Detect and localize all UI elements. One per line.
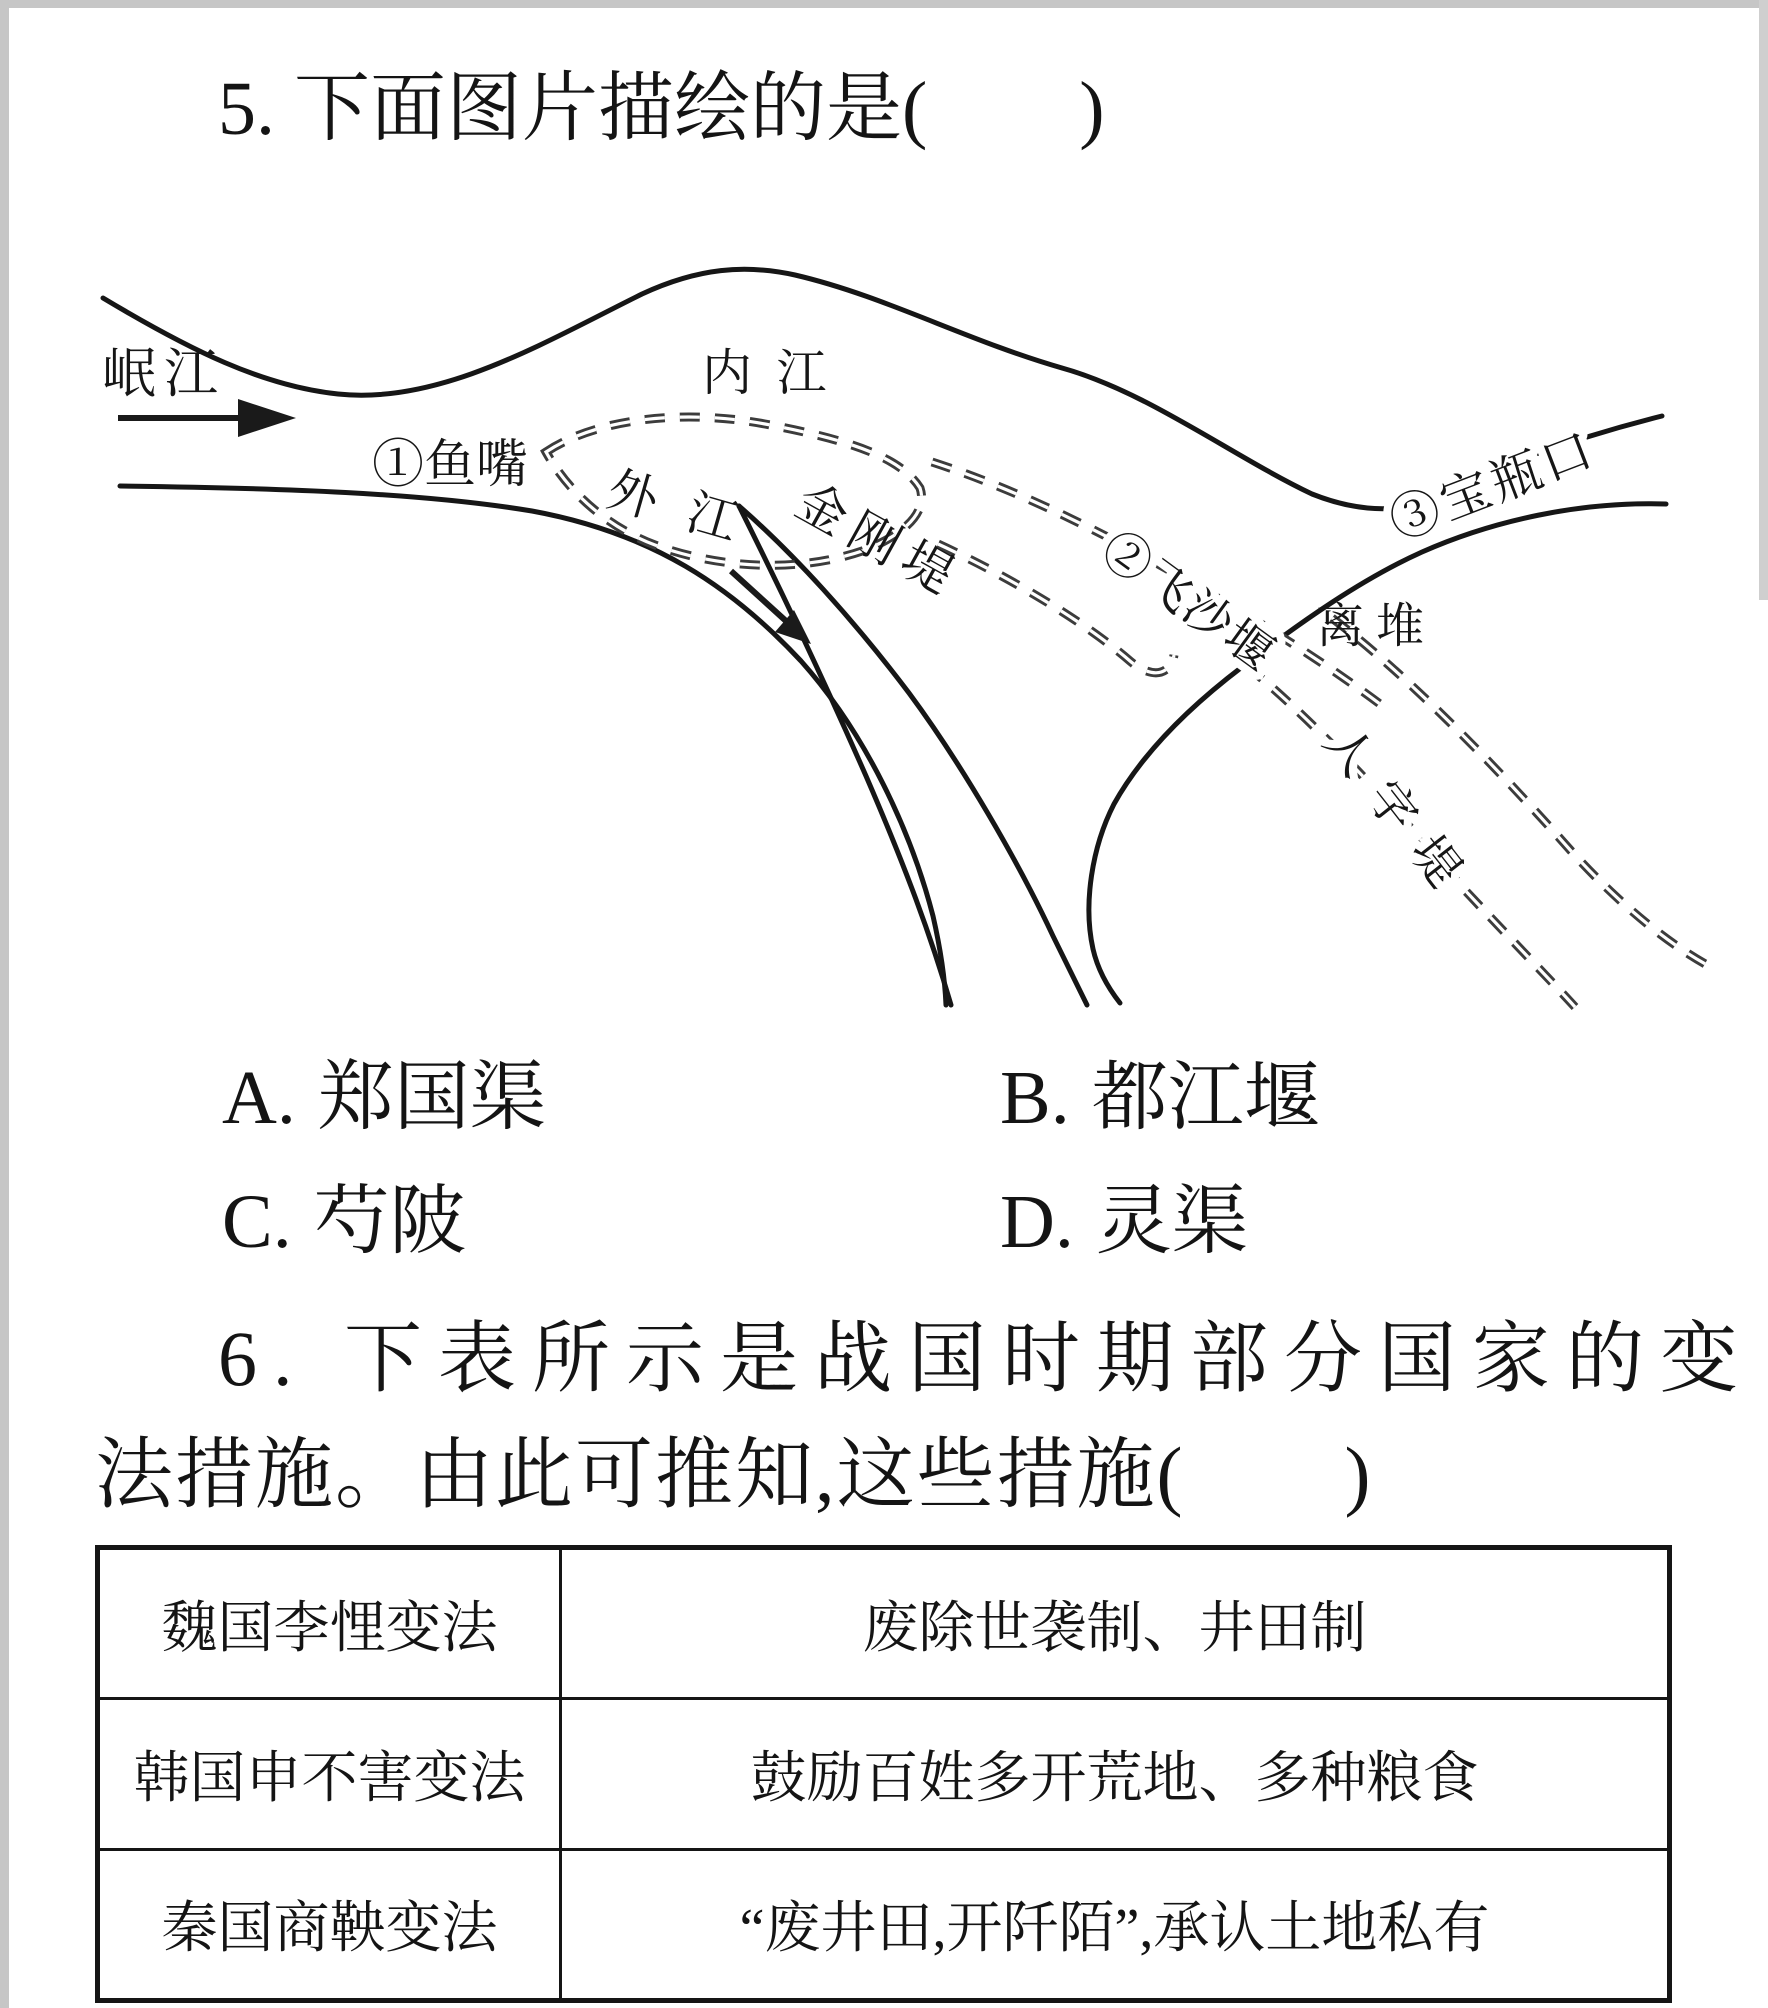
option-b-text: 都江堰 xyxy=(1091,1056,1320,1140)
question5-title: 5. 下面图片描绘的是( ) xyxy=(218,67,1105,151)
option-b xyxy=(1000,1036,1320,1145)
option-a-text: 郑国渠 xyxy=(317,1056,546,1140)
option-a xyxy=(222,1036,546,1145)
upper-river-bank xyxy=(103,269,1662,508)
option-d xyxy=(1000,1160,1248,1269)
baopingkou-label: ③宝瓶口 xyxy=(1381,420,1604,551)
minjiang-flow-arrow xyxy=(118,399,296,437)
option-d-text: 灵渠 xyxy=(1095,1180,1248,1264)
question6-line1: 6. 下表所示是战国时期部分国家的变 xyxy=(218,1315,1755,1402)
table-row xyxy=(100,1700,1667,1850)
renzidi-label: 人字堤 xyxy=(1313,716,1485,915)
yuzui-label: ①鱼嘴 xyxy=(372,437,529,494)
table-row xyxy=(100,1550,1667,1700)
reform-measure-cell: 废除世袭制、井田制 xyxy=(862,1597,1367,1660)
reform-name-cell: 韩国申不害变法 xyxy=(100,1700,562,1847)
option-a-letter: A. xyxy=(222,1056,296,1140)
minjiang-label: 岷江 xyxy=(102,344,226,404)
reform-measure-cell: 鼓励百姓多开荒地、多种粮食 xyxy=(750,1747,1479,1810)
reform-name-cell: 秦国商鞅变法 xyxy=(100,1851,562,1998)
waijiang-label: 外 江 xyxy=(601,460,754,555)
option-c xyxy=(222,1160,466,1269)
option-b-letter: B. xyxy=(1000,1056,1070,1140)
table-row xyxy=(100,1851,1667,1998)
question6-line2: 法措施。由此可推知,这些措施( ) xyxy=(95,1431,1373,1518)
reform-name-cell: 魏国李悝变法 xyxy=(100,1550,562,1697)
feishayan-label: ②飞沙堰 xyxy=(1091,522,1285,683)
lidui-label: 离堆 xyxy=(1316,600,1437,653)
option-c-text: 芍陂 xyxy=(313,1180,466,1264)
jingangdi-label: 金刚堤 xyxy=(786,472,972,609)
neijiang-label: 内 江 xyxy=(702,345,833,401)
option-d-letter: D. xyxy=(1000,1180,1074,1264)
option-c-letter: C. xyxy=(222,1180,292,1264)
reform-measures-table xyxy=(95,1545,1672,2003)
reform-measure-cell: “废井田,开阡陌”,承认土地私有 xyxy=(739,1898,1490,1961)
